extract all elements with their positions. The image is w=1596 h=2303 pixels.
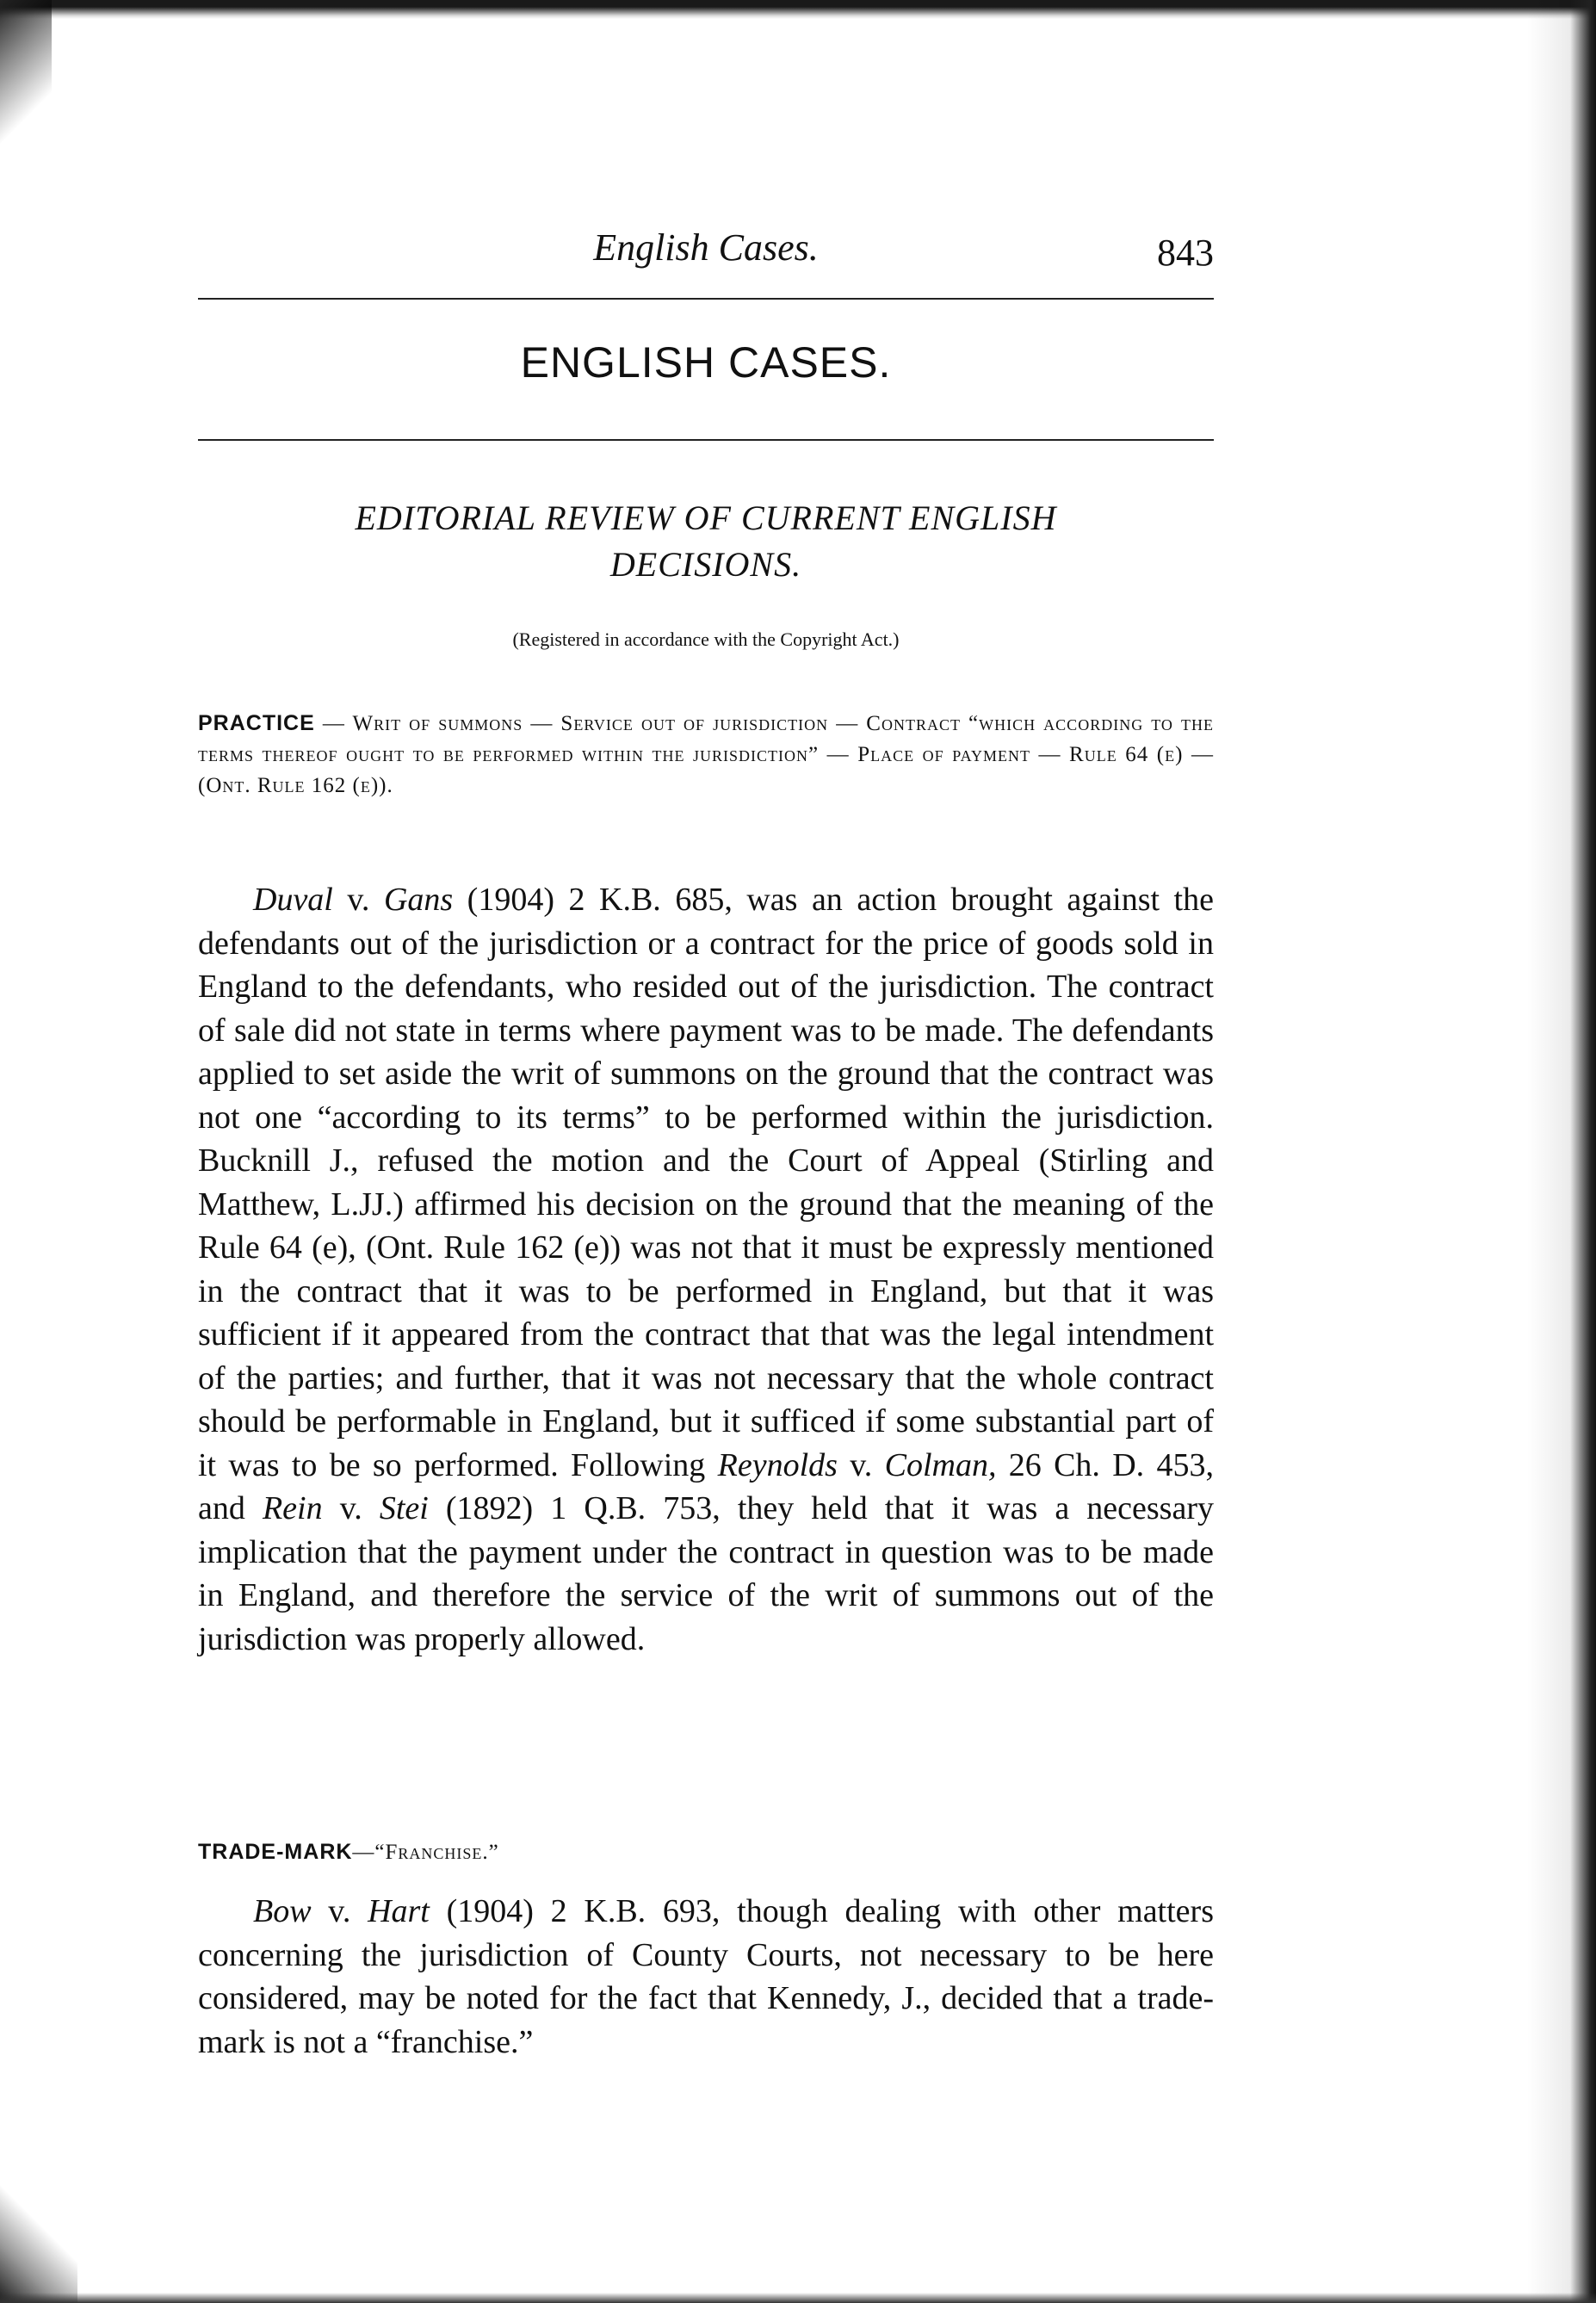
case-versus: v. (311, 1893, 368, 1929)
headnote-text: —“Franchise.” (352, 1841, 499, 1864)
section-heading: ENGLISH CASES. (520, 338, 892, 387)
case-party: Gans (383, 882, 454, 918)
paragraph-text: (1904) 2 K.B. 685, was an action brought against the defendants out of the jurisdiction or a contract for the price of goods sold in England to the defendants, who resided out of the jurisdiction. The contract of sale did not state in terms where payment was to be made. The defendants applied to set aside the writ of summons on the ground that the contract was not one “according to its terms” to be performed within the jurisdiction. Bucknill J., refused the motion and the Court of Appeal (Stirling and Matthew, L.JJ.) affirmed his decision on the ground that the meaning of the Rule 64 (e), (Ont. Rule 162 (e)) was not that it must be expressly mentioned in the contract that it was to be performed in England, but that it was sufficient if it appeared from the contract that that was the legal intendment of the parties; and further, that it was not necessary that the whole contract should be performable in England, but it sufficed if some substantial part of it was to be so performed. Following (198, 882, 1214, 1483)
scan-edge-right (1527, 0, 1596, 2303)
case-paragraph-duval (198, 878, 1214, 1661)
case-name: Rein (262, 1490, 323, 1526)
headnote-trade-mark (198, 1836, 1214, 1868)
case-name: Reynolds (717, 1446, 838, 1483)
case-versus: v. (332, 882, 384, 918)
review-title-line1: EDITORIAL REVIEW OF CURRENT ENGLISH (355, 498, 1057, 537)
case-versus: v. (837, 1446, 885, 1483)
case-party: Stei (379, 1490, 429, 1526)
paragraph-text: (1904) 2 K.B. 693, though dealing with other matters concerning the jurisdiction of County Courts, not necessary to be here considered, may be noted for the fact that Kennedy, J., decided that a trade-mark is not a “franchise.” (198, 1893, 1214, 2060)
scan-corner-top-left (0, 0, 52, 189)
review-title-line2: DECISIONS. (609, 545, 802, 584)
case-name: Bow (253, 1893, 312, 1929)
headnote-text: — Writ of summons — Service out of jurisdiction — Contract “which according to the terms thereof ought to be performed within the jurisdiction” — Place of payment — Rule 64 (e) — (Ont. Rule 162 (e)). (198, 712, 1214, 797)
case-versus: v. (322, 1490, 380, 1526)
paragraph-text: 26 Ch. D. 453, and (198, 1446, 1214, 1526)
scan-corner-bottom-left (0, 2182, 77, 2303)
scan-edge-bottom (0, 2293, 1596, 2303)
running-title: English Cases. (593, 226, 819, 269)
page-number: 843 (1157, 232, 1214, 274)
header-rule (198, 298, 1214, 300)
headnote-topic: PRACTICE (198, 711, 315, 735)
running-head (198, 226, 1214, 294)
headnote-practice (198, 708, 1214, 802)
copyright-note: (Registered in accordance with the Copyright Act.) (512, 628, 900, 650)
paragraph-text: (1892) 1 Q.B. 753, they held that it was a necessary implication that the payment under the contract in question was to be made in England, and therefore the service of the writ of summons out of the jurisdiction was properly allowed. (198, 1490, 1214, 1657)
case-party: Hart (368, 1893, 430, 1929)
case-paragraph-bow (198, 1890, 1214, 2064)
case-party: Colman, (884, 1446, 997, 1483)
headnote-topic: TRADE-MARK (198, 1840, 353, 1864)
section-rule (198, 439, 1214, 441)
case-name: Duval (253, 882, 333, 918)
review-title (198, 495, 1214, 588)
scan-edge-top (0, 0, 1596, 19)
